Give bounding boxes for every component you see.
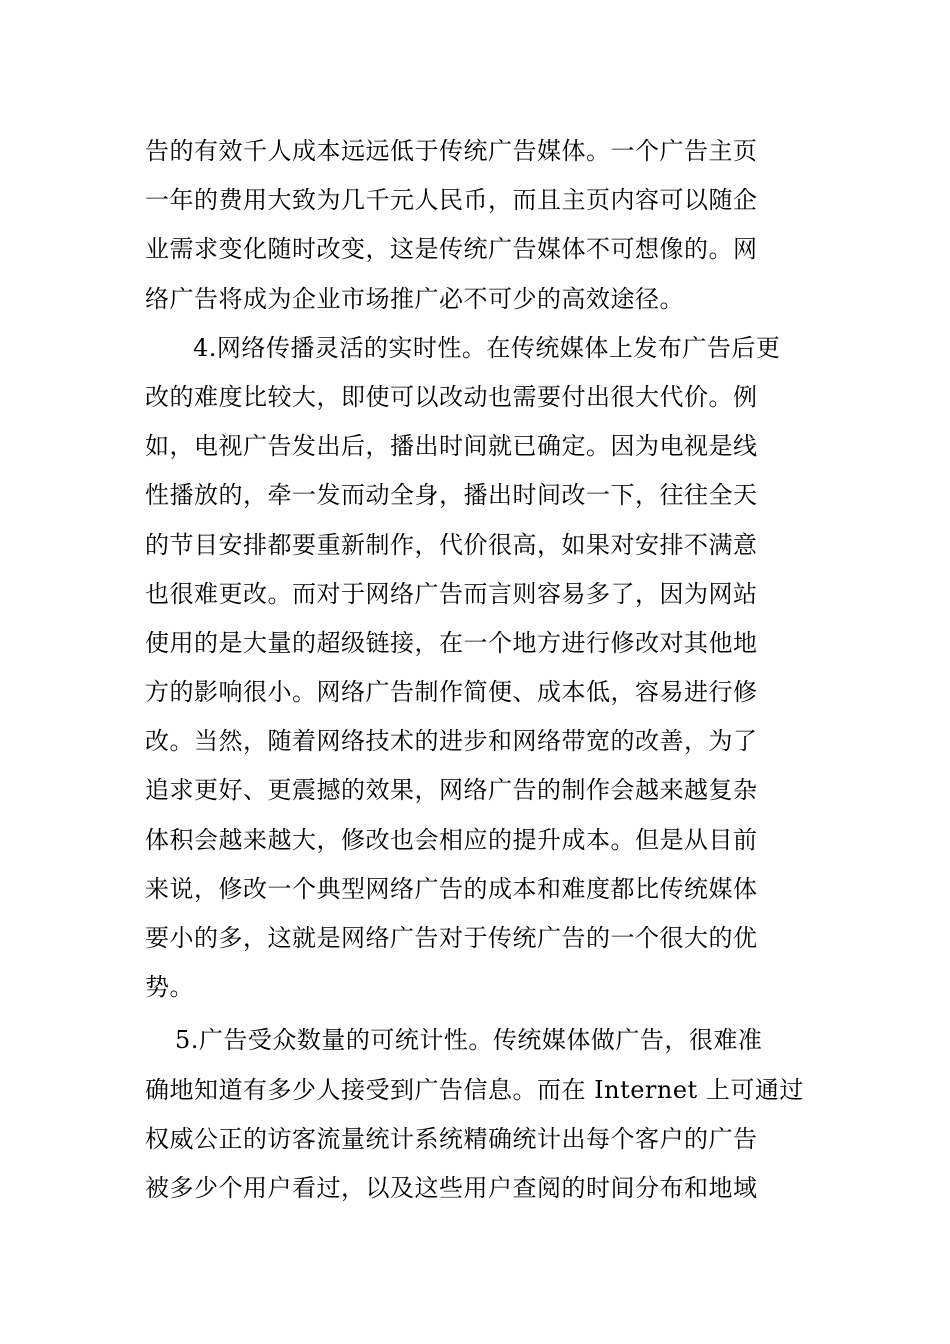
text-line: 改。当然，随着网络技术的进步和网络带宽的改善，为了	[145, 727, 758, 756]
text-line: 使用的是大量的超级链接，在一个地方进行修改对其他地	[145, 628, 758, 657]
text-line: 告的有效千人成本远远低于传统广告媒体。一个广告主页	[145, 137, 758, 165]
text-line: 要小的多，这就是网络广告对于传统广告的一个很大的优	[145, 924, 758, 952]
text-line: 体积会越来越大，修改也会相应的提升成本。但是从目前	[145, 825, 758, 854]
text-line: 来说，修改一个典型网络广告的成本和难度都比传统媒体	[145, 874, 758, 903]
text-line: 权威公正的访客流量统计系统精确统计出每个客户的广告	[145, 1124, 758, 1153]
text-line: 络广告将成为企业市场推广必不可少的高效途径。	[145, 284, 684, 313]
text-line: 方的影响很小。网络广告制作简便、成本低，容易进行修	[145, 678, 758, 707]
text-line: 性播放的，牵一发而动全身，播出时间改一下，往往全天	[145, 481, 758, 510]
text-line: 也很难更改。而对于网络广告而言则容易多了，因为网站	[145, 579, 758, 608]
paragraph-5-first-line: 5.广告受众数量的可统计性。传统媒体做广告，很难准	[175, 1026, 763, 1055]
body-text	[145, 127, 810, 1213]
paragraph-4-first-line: 4.网络传播灵活的实时性。在传统媒体上发布广告后更	[193, 333, 781, 362]
text-line: 改的难度比较大，即使可以改动也需要付出很大代价。例	[145, 382, 758, 411]
text-line: 追求更好、更震撼的效果，网络广告的制作会越来越复杂	[145, 776, 758, 805]
text-line: 确地知道有多少人接受到广告信息。而在 Internet 上可通过	[145, 1075, 804, 1104]
text-line: 业需求变化随时改变，这是传统广告媒体不可想像的。网	[145, 235, 758, 264]
text-line: 被多少个用户看过，以及这些用户查阅的时间分布和地域	[145, 1173, 758, 1202]
text-line: 势。	[145, 973, 194, 1002]
text-line: 的节目安排都要重新制作，代价很高，如果对安排不满意	[145, 530, 758, 559]
text-line: 如，电视广告发出后，播出时间就已确定。因为电视是线	[145, 432, 758, 461]
text-line: 一年的费用大致为几千元人民币，而且主页内容可以随企	[145, 186, 758, 215]
